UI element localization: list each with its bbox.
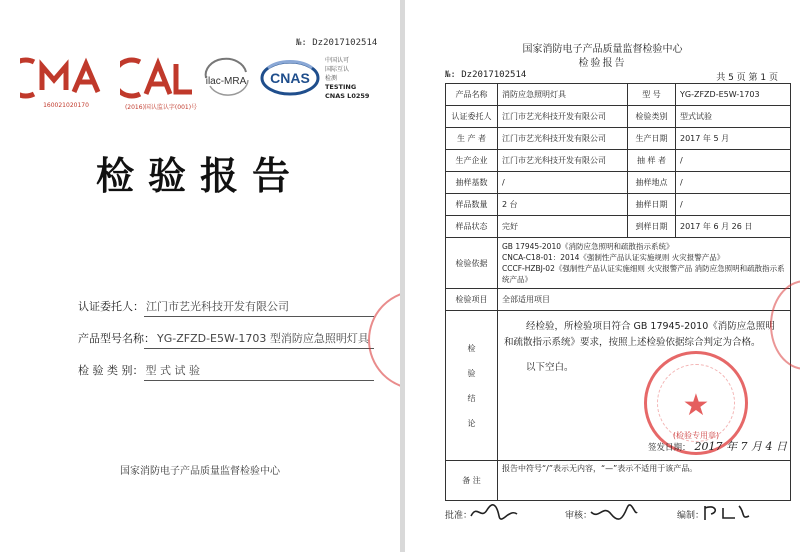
cnas-caption (325, 56, 369, 101)
star-icon: ★ (682, 388, 710, 423)
basis-line: CCCF-HZBJ-02《强制性产品认证实施细则 火灾报警产品 消防应急照明和疏散指示系统产品》 (502, 264, 785, 284)
review-label: 审核： (565, 511, 593, 521)
table-row (446, 150, 791, 172)
cnas-caption-line: CNAS L0259 (325, 92, 370, 100)
cover-title: 检验报告 (95, 153, 304, 198)
cnas-logo-text: CNAS (270, 70, 310, 86)
detail-title: 检验报告 (578, 58, 627, 69)
cover-model-field (78, 330, 369, 346)
underline (144, 348, 374, 349)
cover-client-label: 认证委托人： (78, 300, 144, 313)
detail-report-number: №: Dz2017102514 (445, 70, 527, 80)
page-counter: 共 5 页 第 1 页 (716, 73, 778, 83)
cnas-caption-line: 检测 (325, 75, 338, 82)
cnas-logo-mark (258, 56, 322, 100)
conclusion-label-char: 验 (467, 368, 476, 378)
ilac-logo-mark (198, 56, 254, 100)
handwritten-signature (469, 502, 519, 522)
approve-label: 批准： (445, 511, 473, 521)
table-label: 抽样基数 (446, 172, 498, 194)
table-value: 江门市艺光科技开发有限公司 (498, 106, 628, 128)
table-row (446, 194, 791, 216)
conclusion-cell (498, 311, 791, 461)
cover-model-value: YG-ZFZD-E5W-1703 型消防应急照明灯具 (157, 332, 369, 345)
table-label: 备 注 (446, 461, 498, 501)
table-value: 型式试验 (676, 106, 791, 128)
sign-date (648, 438, 787, 454)
conclusion-label-char: 结 (467, 393, 476, 403)
review-signature (565, 508, 592, 521)
conclusion-label-char: 检 (467, 343, 476, 353)
seal-label: (检验专用章) (672, 431, 720, 440)
conclusion-label (446, 311, 498, 461)
table-value: / (676, 150, 791, 172)
table-label: 抽样地点 (628, 172, 676, 194)
table-label: 检验项目 (446, 289, 498, 311)
table-label: 抽 样 者 (628, 150, 676, 172)
table-label: 样品状态 (446, 216, 498, 238)
table-row (446, 238, 791, 289)
cover-model-label: 产品型号名称： (78, 332, 155, 345)
table-label: 型 号 (628, 84, 676, 106)
table-row (446, 106, 791, 128)
table-row (446, 84, 791, 106)
table-value: 2 台 (498, 194, 628, 216)
table-value: / (498, 172, 628, 194)
detail-organization: 国家消防电子产品质量监督检验中心 (522, 44, 683, 55)
ilac-logo-text: ilac-MRA (205, 76, 247, 87)
cover-client-field (78, 298, 289, 314)
table-value: 2017 年 5 月 (676, 128, 791, 150)
cover-category-label: 检 验 类 别： (78, 364, 144, 377)
table-value: 江门市艺光科技开发有限公司 (498, 150, 628, 172)
table-value: 江门市艺光科技开发有限公司 (498, 128, 628, 150)
table-label: 产品名称 (446, 84, 498, 106)
cnas-caption-line: 国际互认 (325, 66, 350, 73)
table-value: YG-ZFZD-E5W-1703 (676, 84, 791, 106)
table-value: / (676, 172, 791, 194)
cover-category-field (78, 362, 200, 378)
table-label: 生产企业 (446, 150, 498, 172)
handwritten-signature (589, 502, 639, 522)
table-label: 检验依据 (446, 238, 498, 289)
cal-logo (120, 56, 202, 111)
inspection-info-table (445, 83, 791, 501)
table-value: 完好 (498, 216, 628, 238)
table-value: 全部适用项目 (498, 289, 791, 311)
cma-logo (20, 56, 112, 109)
conclusion-label-char: 论 (467, 418, 476, 428)
table-label: 样品数量 (446, 194, 498, 216)
inspection-basis (498, 238, 791, 289)
table-label: 认证委托人 (446, 106, 498, 128)
cover-category-value: 型 式 试 验 (145, 364, 200, 377)
cma-logo-mark (20, 56, 112, 100)
cal-caption: (2016)国认监认字(001)号 (124, 104, 198, 111)
detail-page (405, 0, 800, 552)
table-row (446, 128, 791, 150)
table-row (446, 311, 791, 461)
underline (144, 380, 374, 381)
conclusion-text: 经检验，所检验项目符合 GB 17945-2010《消防应急照明和疏散指示系统》要求，按照上述检验依据综合判定为合格。 (504, 321, 775, 348)
handwritten-signature (701, 502, 751, 522)
cnas-caption-line: 中国认可 (325, 57, 350, 64)
table-row (446, 172, 791, 194)
notes-value: 报告中符号“/”表示无内容，“—”表示不适用于该产品。 (498, 461, 791, 501)
table-label: 抽样日期 (628, 194, 676, 216)
cover-report-number: №: Dz2017102514 (296, 38, 378, 48)
table-label: 生 产 者 (446, 128, 498, 150)
conclusion-end-note: 以下空白。 (526, 362, 574, 373)
partial-seal-stamp (368, 290, 400, 390)
table-row (446, 289, 791, 311)
basis-line: GB 17945-2010《消防应急照明和疏散指示系统》 (502, 242, 674, 251)
table-row (446, 461, 791, 501)
prepare-label: 编制： (677, 511, 705, 521)
table-value: 2017 年 6 月 26 日 (676, 216, 791, 238)
table-value: 消防应急照明灯具 (498, 84, 628, 106)
sign-date-label: 签发日期： (648, 443, 691, 453)
prepare-signature (677, 508, 704, 521)
approve-signature (445, 508, 472, 521)
basis-line: CNCA-C18-01：2014《强制性产品认证实施规则 火灾报警产品》 (502, 253, 725, 262)
table-value: / (676, 194, 791, 216)
cma-caption: 160021020170 (43, 102, 89, 109)
table-label: 生产日期 (628, 128, 676, 150)
cal-logo-mark (120, 56, 202, 100)
ilac-mra-logo (198, 56, 254, 104)
table-label: 到样日期 (628, 216, 676, 238)
cover-organization: 国家消防电子产品质量监督检验中心 (120, 466, 280, 477)
sign-date-value: 2017 年 7 月 4 日 (694, 440, 787, 453)
cnas-logo (258, 56, 322, 104)
table-row (446, 216, 791, 238)
cover-client-value: 江门市艺光科技开发有限公司 (146, 300, 289, 313)
table-label: 检验类别 (628, 106, 676, 128)
cnas-caption-line: TESTING (325, 83, 357, 91)
underline (144, 316, 374, 317)
